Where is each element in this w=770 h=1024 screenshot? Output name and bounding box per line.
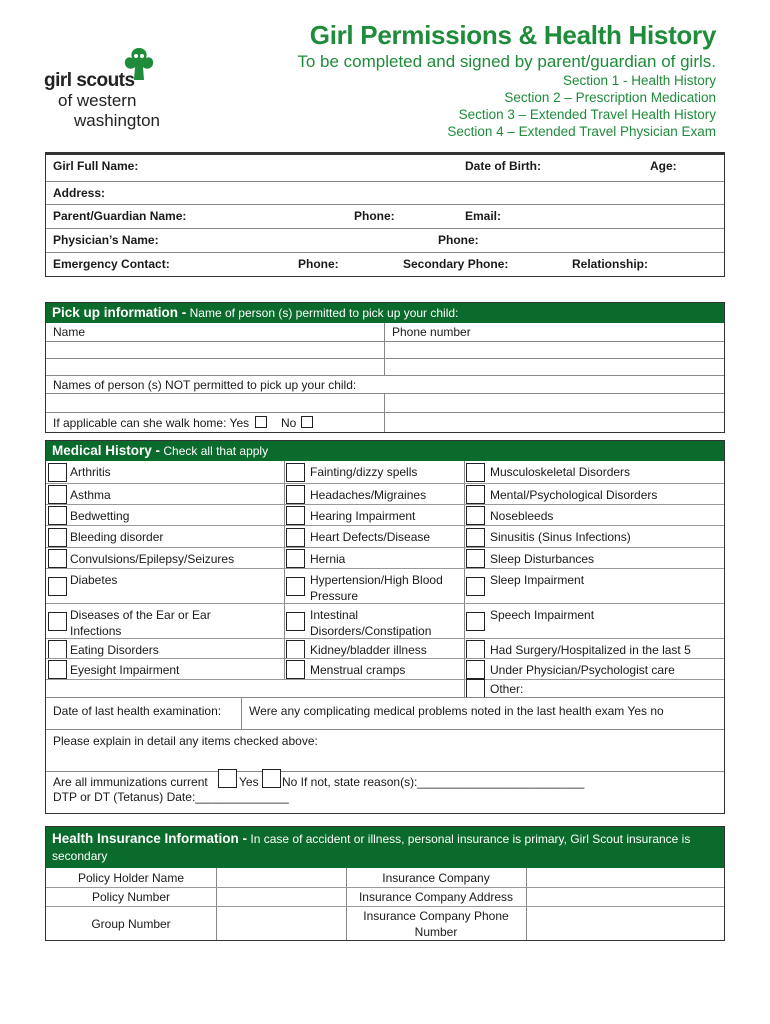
medical-other-checkbox[interactable] [466, 679, 485, 698]
emergency-row[interactable] [46, 252, 724, 276]
secondary-phone-label: Secondary Phone: [403, 257, 509, 271]
section-item: Section 2 – Prescription Medication [504, 90, 716, 105]
pickup-heading: Pick up information - [52, 305, 187, 320]
physician-phone-label: Phone: [438, 233, 479, 247]
medical-condition-label: Eating Disorders [70, 643, 159, 657]
medical-other-row [46, 679, 724, 697]
section-item: Section 3 – Extended Travel Health History [458, 107, 716, 122]
insurance-heading-note: In case of accident or illness, personal insurance is primary, Girl Scout insurance is secondary [52, 832, 691, 863]
medical-row [46, 568, 724, 603]
logo-text-line1: girl scouts [44, 70, 135, 91]
pickup-name-row[interactable] [46, 358, 724, 375]
medical-condition-label: Sleep Impairment [490, 573, 585, 587]
medical-condition-label: Mental/Psychological Disorders [490, 488, 658, 502]
medical-heading: Medical History - [52, 443, 161, 458]
medical-condition-label: Asthma [70, 488, 111, 502]
girl-info-form [45, 152, 725, 277]
address-label: Address: [53, 186, 106, 200]
medical-checkbox[interactable] [466, 640, 485, 659]
medical-checkbox[interactable] [466, 660, 485, 679]
medical-checkbox[interactable] [48, 660, 67, 679]
parent-row[interactable] [46, 204, 724, 228]
page-subtitle: To be completed and signed by parent/guardian of girls. [297, 52, 716, 71]
medical-condition-label: Menstrual cramps [310, 663, 406, 677]
insurance-label: Insurance Company [382, 870, 490, 885]
medical-condition-label: Intestinal Disorders/Constipation [310, 608, 432, 638]
medical-checkbox[interactable] [48, 612, 67, 631]
girl-scouts-logo [42, 46, 172, 136]
insurance-label: Insurance Company Phone Number [363, 908, 509, 939]
medical-checkbox[interactable] [286, 549, 305, 568]
medical-heading-note: Check all that apply [163, 444, 269, 458]
medical-condition-label: Eyesight Impairment [70, 663, 180, 677]
insurance-value-field[interactable] [526, 888, 723, 906]
immunizations-reason: No If not, state reason(s):_________________________ [282, 775, 585, 789]
immunization-row [46, 771, 724, 813]
medical-condition-label: Sleep Disturbances [490, 552, 595, 566]
insurance-value-field[interactable] [216, 868, 346, 887]
walk-home-label: If applicable can she walk home: Yes [53, 416, 250, 430]
insurance-row [46, 887, 724, 906]
medical-checkbox[interactable] [286, 660, 305, 679]
dob-label: Date of Birth: [465, 159, 541, 173]
medical-checkbox[interactable] [48, 485, 67, 504]
medical-header [46, 441, 724, 461]
medical-condition-label: Kidney/bladder illness [310, 643, 427, 657]
medical-condition-label: Speech Impairment [490, 608, 595, 622]
medical-row [46, 603, 724, 638]
emergency-label: Emergency Contact: [53, 257, 170, 271]
medical-checkbox[interactable] [48, 640, 67, 659]
address-row[interactable] [46, 181, 724, 204]
logo-text-line3: washington [74, 111, 161, 130]
tetanus-date: DTP or DT (Tetanus) Date:______________ [53, 790, 289, 804]
section-list [447, 72, 716, 140]
medical-checkbox[interactable] [48, 577, 67, 596]
insurance-header [46, 827, 724, 868]
section-item: Section 4 – Extended Travel Physician Exam [447, 124, 716, 139]
medical-checkbox[interactable] [286, 485, 305, 504]
insurance-row [46, 868, 724, 887]
relationship-label: Relationship: [572, 257, 649, 271]
medical-condition-label: Headaches/Migraines [310, 488, 427, 502]
walk-home-row [46, 412, 724, 432]
medical-checkbox[interactable] [466, 485, 485, 504]
medical-other-label: Other: [490, 682, 524, 696]
medical-condition-label: Had Surgery/Hospitalized in the last 5 [490, 643, 691, 657]
not-permitted-label: Names of person (s) NOT permitted to pick up your child: [53, 378, 357, 392]
medical-checkbox[interactable] [48, 549, 67, 568]
col-phone: Phone number [392, 325, 471, 339]
medical-checkbox[interactable] [286, 528, 305, 547]
pickup-section [45, 302, 725, 433]
medical-row [46, 461, 724, 483]
medical-checkbox[interactable] [286, 506, 305, 525]
medical-checkbox[interactable] [466, 528, 485, 547]
insurance-value-field[interactable] [526, 868, 723, 887]
medical-checkbox[interactable] [286, 577, 305, 596]
section-item: Section 1 - Health History [562, 73, 716, 88]
medical-checkbox[interactable] [48, 506, 67, 525]
medical-checkbox[interactable] [466, 577, 485, 596]
pickup-col-headers [46, 323, 724, 341]
immunizations-no-checkbox[interactable] [262, 769, 281, 788]
medical-row [46, 658, 724, 679]
medical-row [46, 547, 724, 568]
insurance-label: Insurance Company Address [358, 890, 514, 904]
medical-checkbox[interactable] [466, 612, 485, 631]
medical-condition-label: Bleeding disorder [70, 530, 164, 544]
medical-condition-label: Fainting/dizzy spells [310, 465, 418, 479]
medical-checkbox[interactable] [48, 528, 67, 547]
insurance-heading: Health Insurance Information - [52, 831, 248, 846]
logo-text-line2: of western [58, 91, 137, 110]
email-label: Email: [465, 209, 502, 223]
medical-condition-label: Diseases of the Ear or Ear Infections [70, 608, 211, 638]
medical-row [46, 504, 724, 525]
not-permitted-row [46, 375, 724, 393]
insurance-label: Group Number [91, 916, 171, 931]
walk-home-no-label: No [281, 416, 297, 430]
medical-checkbox[interactable] [286, 612, 305, 631]
girl-name-label: Girl Full Name: [53, 159, 139, 173]
insurance-value-field[interactable] [216, 888, 346, 906]
insurance-value-field[interactable] [526, 907, 723, 940]
not-permitted-name-row[interactable] [46, 393, 724, 412]
girl-name-row[interactable] [46, 155, 724, 181]
insurance-label: Policy Number [91, 890, 171, 904]
medical-condition-label: Bedwetting [70, 509, 130, 523]
medical-condition-label: Diabetes [70, 573, 118, 587]
medical-condition-label: Convulsions/Epilepsy/Seizures [70, 552, 235, 566]
immunizations-label: Are all immunizations current [53, 775, 208, 789]
medical-condition-label: Arthritis [70, 465, 111, 479]
medical-checkbox[interactable] [48, 463, 67, 482]
page-title: Girl Permissions & Health History [309, 20, 716, 50]
last-exam-label: Date of last health examination: [53, 704, 222, 718]
medical-condition-label: Hypertension/High Blood Pressure [310, 573, 443, 603]
medical-history-section [45, 440, 725, 814]
medical-checkbox[interactable] [286, 640, 305, 659]
insurance-label: Policy Holder Name [77, 870, 185, 885]
medical-checkbox[interactable] [466, 549, 485, 568]
pickup-heading-note: Name of person (s) permitted to pick up your child: [189, 306, 459, 320]
medical-condition-label: Musculoskeletal Disorders [490, 465, 631, 479]
explain-label: Please explain in detail any items checked above: [53, 734, 318, 748]
medical-condition-label: Heart Defects/Disease [310, 530, 431, 544]
medical-condition-label: Hernia [310, 552, 346, 566]
parent-phone-label: Phone: [354, 209, 395, 223]
medical-checklist [46, 461, 724, 697]
complications-label: Were any complicating medical problems noted in the last health exam Yes no [249, 704, 664, 718]
walk-home-no-checkbox[interactable] [301, 416, 313, 428]
explain-row[interactable] [46, 729, 724, 771]
medical-condition-label: Sinusitis (Sinus Infections) [490, 530, 631, 544]
physician-row[interactable] [46, 228, 724, 252]
walk-home-yes-checkbox[interactable] [255, 416, 267, 428]
age-label: Age: [650, 159, 677, 173]
medical-checkbox[interactable] [466, 506, 485, 525]
medical-checkbox[interactable] [286, 463, 305, 482]
medical-condition-label: Nosebleeds [490, 509, 554, 523]
medical-condition-label: Hearing Impairment [310, 509, 416, 523]
exam-row [46, 697, 724, 729]
insurance-section [45, 826, 725, 941]
pickup-header [46, 303, 724, 323]
medical-checkbox[interactable] [466, 463, 485, 482]
parent-label: Parent/Guardian Name: [53, 209, 187, 223]
immunizations-yes-checkbox[interactable] [218, 769, 237, 788]
insurance-table [46, 868, 724, 940]
medical-row [46, 638, 724, 658]
medical-row [46, 483, 724, 504]
insurance-row [46, 906, 724, 940]
insurance-value-field[interactable] [216, 907, 346, 940]
physician-label: Physician’s Name: [53, 233, 159, 247]
col-name: Name [53, 325, 86, 339]
medical-condition-label: Under Physician/Psychologist care [490, 663, 675, 677]
pickup-name-row[interactable] [46, 341, 724, 358]
immunizations-yes-label: Yes [239, 775, 259, 789]
medical-row [46, 525, 724, 547]
emergency-phone-label: Phone: [298, 257, 339, 271]
